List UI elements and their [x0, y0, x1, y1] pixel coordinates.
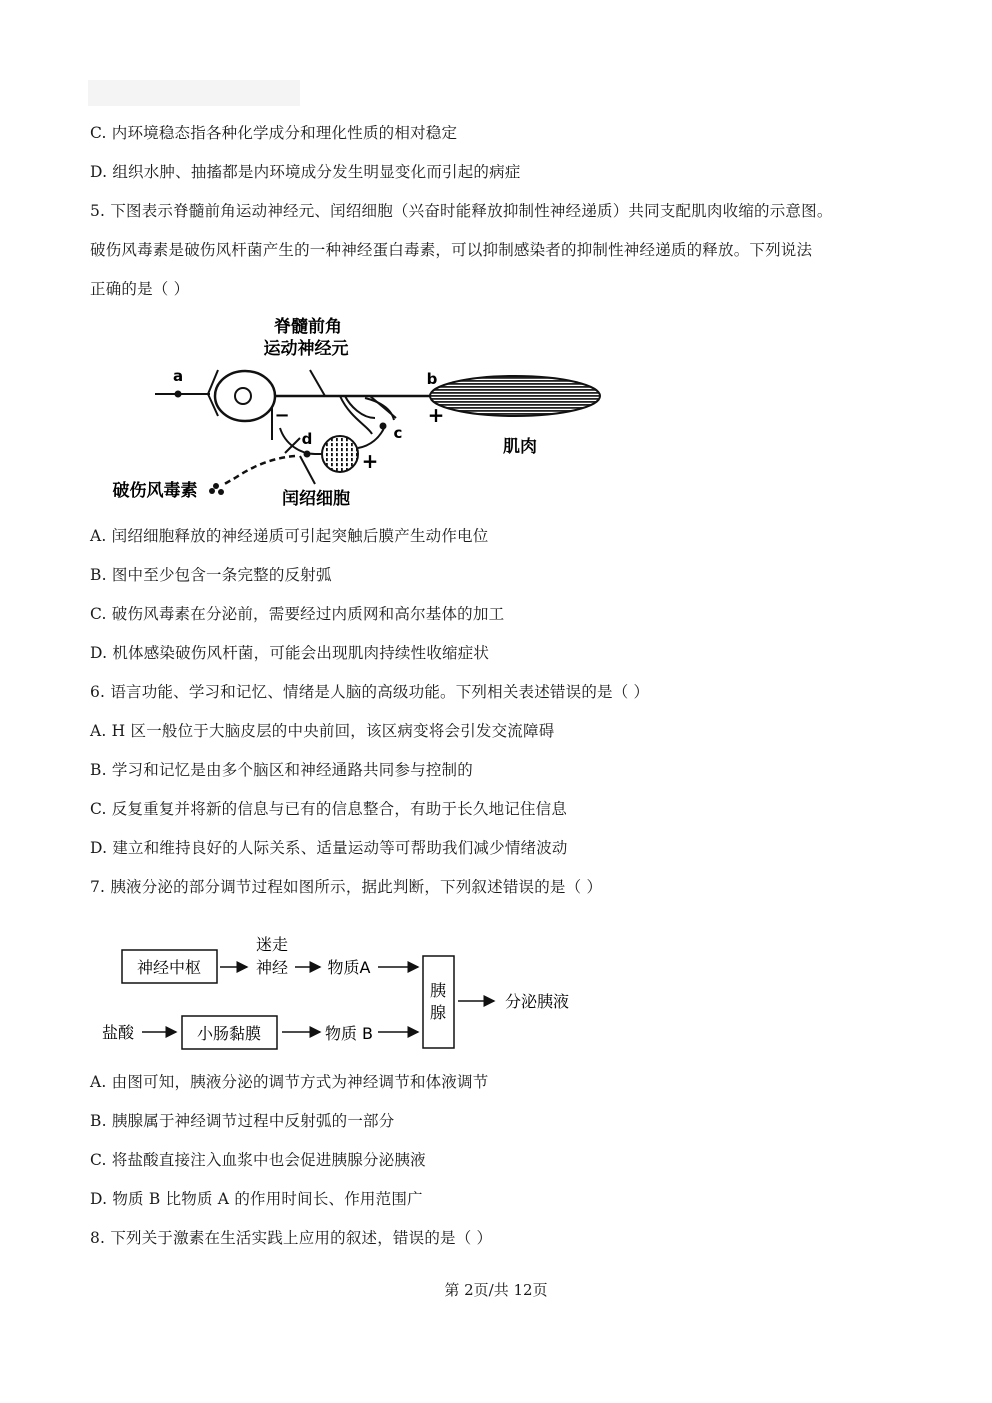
mucosa-label: 小肠黏膜 — [196, 1024, 262, 1043]
faded-header-area — [88, 80, 300, 106]
neuron-muscle-diagram — [100, 308, 620, 514]
axon-branch-upper — [310, 370, 325, 396]
plus-sign-cell: + — [361, 449, 379, 473]
motor-neuron-title-2: 运动神经元 — [263, 339, 349, 359]
vagus-label-1: 迷走 — [255, 935, 289, 954]
question-5-stem-line-3: 正确的是（ ） — [90, 280, 190, 298]
renshaw-label: 闰绍细胞 — [282, 489, 350, 509]
pancreas-label-1: 胰 — [429, 981, 447, 1000]
option-6b: B. 学习和记忆是由多个脑区和神经通路共同参与控制的 — [90, 761, 473, 779]
substance-a-label: 物质A — [327, 958, 371, 977]
acid-label: 盐酸 — [101, 1023, 135, 1042]
label-c: c — [393, 424, 403, 442]
option-7b: B. 胰腺属于神经调节过程中反射弧的一部分 — [90, 1112, 395, 1130]
muscle-fiber — [430, 376, 600, 416]
plus-sign-b: + — [427, 403, 445, 427]
vagus-label-2: 神经 — [255, 958, 289, 977]
label-a: a — [172, 367, 184, 385]
option-6d: D. 建立和维持良好的人际关系、适量运动等可帮助我们减少情绪波动 — [90, 839, 568, 857]
toxin-path — [222, 456, 295, 486]
toxin-dot-3 — [218, 489, 224, 495]
option-5b: B. 图中至少包含一条完整的反射弧 — [90, 566, 332, 584]
option-5a: A. 闰绍细胞释放的神经递质可引起突触后膜产生动作电位 — [90, 527, 489, 545]
muscle-label: 肌肉 — [503, 437, 537, 457]
page-footer: 第 2页/共 12页 — [444, 1281, 548, 1299]
toxin-dot-1 — [213, 483, 219, 489]
option-7c: C. 将盐酸直接注入血浆中也会促进胰腺分泌胰液 — [90, 1151, 426, 1169]
question-5-stem-line-1: 5. 下图表示脊髓前角运动神经元、闰绍细胞（兴奋时能释放抑制性神经递质）共同支配肌肉收缩的示意图。 — [90, 202, 833, 220]
toxin-dot-2 — [209, 488, 215, 494]
pancreas-label-2: 腺 — [429, 1003, 447, 1022]
substance-b-label: 物质 B — [324, 1024, 374, 1043]
option-7a: A. 由图可知，胰液分泌的调节方式为神经调节和体液调节 — [90, 1073, 489, 1091]
label-d: d — [301, 430, 313, 448]
synapse-a-dot — [175, 391, 182, 398]
nerve-center-label: 神经中枢 — [136, 958, 202, 977]
option-4d: D. 组织水肿、抽搐都是内环境成分发生明显变化而引起的病症 — [90, 163, 521, 181]
option-7d: D. 物质 B 比物质 A 的作用时间长、作用范围广 — [90, 1190, 423, 1208]
synapse-d-dot — [304, 451, 311, 458]
collateral-to-cell — [358, 426, 385, 448]
motor-neuron-title-1: 脊髓前角 — [274, 317, 342, 337]
option-6a: A. H 区一般位于大脑皮层的中央前回，该区病变将会引发交流障碍 — [90, 722, 555, 740]
renshaw-dendrite — [300, 456, 315, 484]
option-6c: C. 反复重复并将新的信息与已有的信息整合，有助于长久地记住信息 — [90, 800, 568, 818]
neuron-nucleus — [235, 388, 251, 404]
question-5-stem-line-2: 破伤风毒素是破伤风杆菌产生的一种神经蛋白毒素，可以抑制感染者的抑制性神经递质的释放。下列说法 — [90, 241, 813, 259]
toxin-label: 破伤风毒素 — [112, 481, 198, 501]
label-b: b — [426, 370, 438, 388]
synapse-c-dot — [380, 423, 387, 430]
question-7-stem: 7. 胰液分泌的部分调节过程如图所示，据此判断，下列叙述错误的是（ ） — [90, 878, 603, 896]
renshaw-cell — [322, 436, 358, 472]
option-5c: C. 破伤风毒素在分泌前，需要经过内质网和高尔基体的加工 — [90, 605, 505, 623]
collateral-axon — [370, 396, 396, 418]
collateral-to-renshaw — [340, 396, 372, 434]
pancreas-box — [423, 956, 454, 1048]
question-8-stem: 8. 下列关于激素在生活实践上应用的叙述，错误的是（ ） — [90, 1229, 493, 1247]
option-4c: C. 内环境稳态指各种化学成分和理化性质的相对稳定 — [90, 124, 458, 142]
minus-sign: − — [274, 405, 290, 426]
secretion-label: 分泌胰液 — [504, 992, 570, 1011]
pancreas-regulation-diagram — [92, 928, 592, 1058]
option-5d: D. 机体感染破伤风杆菌，可能会出现肌肉持续性收缩症状 — [90, 644, 490, 662]
question-6-stem: 6. 语言功能、学习和记忆、情绪是人脑的高级功能。下列相关表述错误的是（ ） — [90, 683, 650, 701]
